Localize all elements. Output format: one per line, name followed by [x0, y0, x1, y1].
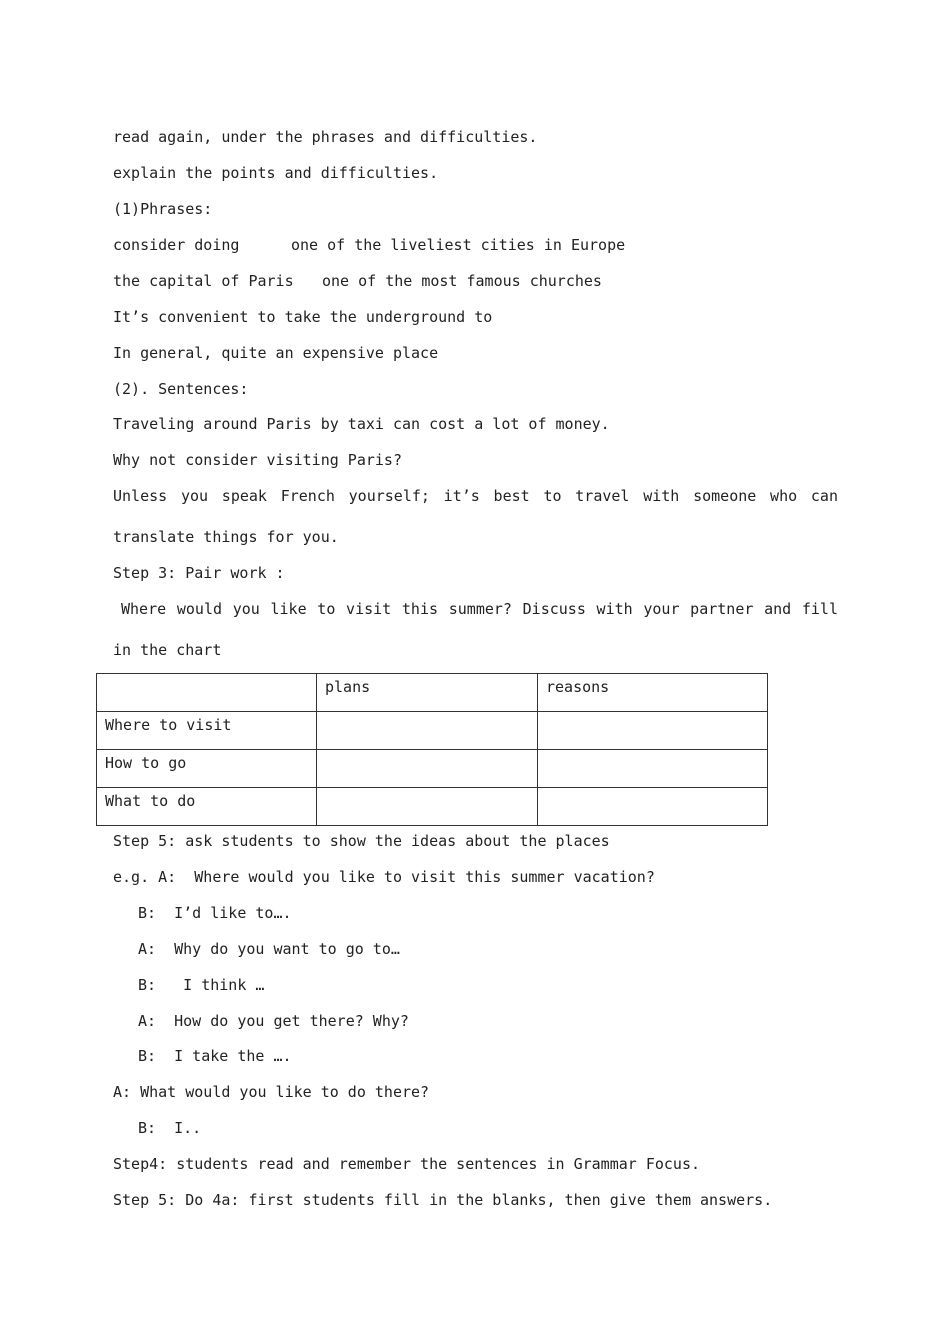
step3-heading: Step 3: Pair work :: [113, 564, 285, 582]
table-header-cell: [97, 674, 317, 712]
step3-instruction: Where would you like to visit this summer? Discuss with your partner and fill in the chart: [113, 600, 838, 659]
phrase-famous-churches: one of the most famous churches: [322, 272, 602, 290]
phrase-convenient-underground: It’s convenient to take the underground to: [113, 308, 493, 326]
row-label-where: Where to visit: [97, 712, 317, 750]
sentence-consider-paris: Why not consider visiting Paris?: [113, 451, 402, 469]
row-label-how: How to go: [97, 750, 317, 788]
sentence-taxi: Traveling around Paris by taxi can cost a lot of money.: [113, 415, 610, 433]
phrases-heading: (1)Phrases:: [113, 200, 213, 218]
step5-heading: Step 5: ask students to show the ideas about the places: [113, 832, 610, 850]
table-cell-reasons[interactable]: [538, 750, 768, 788]
phrase-consider-doing: consider doing: [113, 236, 240, 254]
dialog-line-5: A: How do you get there? Why?: [138, 1012, 409, 1030]
phrase-expensive-place: In general, quite an expensive place: [113, 344, 439, 362]
table-header-reasons: reasons: [538, 674, 768, 712]
table-row: [97, 788, 768, 826]
intro-line-2: explain the points and difficulties.: [113, 164, 439, 182]
sentence-french-translate: Unless you speak French yourself; it’s best to travel with someone who can translate things for you.: [113, 487, 838, 546]
dialog-line-3: A: Why do you want to go to…: [138, 940, 400, 958]
table-cell-plans[interactable]: [317, 750, 538, 788]
step5-do-4a-line: Step 5: Do 4a: first students fill in the blanks, then give them answers.: [113, 1191, 773, 1209]
table-row: [97, 712, 768, 750]
plans-reasons-table: [96, 673, 768, 826]
phrase-liveliest-cities: one of the liveliest cities in Europe: [291, 236, 626, 254]
dialog-line-6: B: I take the ….: [138, 1047, 292, 1065]
sentences-heading: (2). Sentences:: [113, 380, 249, 398]
table-header-plans: plans: [317, 674, 538, 712]
intro-line-1: read again, under the phrases and difficulties.: [113, 128, 538, 146]
dialog-line-7: A: What would you like to do there?: [113, 1083, 430, 1101]
table-cell-reasons[interactable]: [538, 712, 768, 750]
step4-line: Step4: students read and remember the sentences in Grammar Focus.: [113, 1155, 700, 1173]
phrase-capital-of-paris: the capital of Paris: [113, 272, 294, 290]
table-cell-plans[interactable]: [317, 712, 538, 750]
dialog-line-8: B: I..: [138, 1119, 202, 1137]
dialog-line-2: B: I’d like to….: [138, 904, 292, 922]
row-label-what: What to do: [97, 788, 317, 826]
dialog-line-4: B: I think …: [138, 976, 265, 994]
table-header-row: [97, 674, 768, 712]
table-cell-reasons[interactable]: [538, 788, 768, 826]
dialog-line-1: e.g. A: Where would you like to visit this summer vacation?: [113, 868, 655, 886]
table-row: [97, 750, 768, 788]
table-cell-plans[interactable]: [317, 788, 538, 826]
